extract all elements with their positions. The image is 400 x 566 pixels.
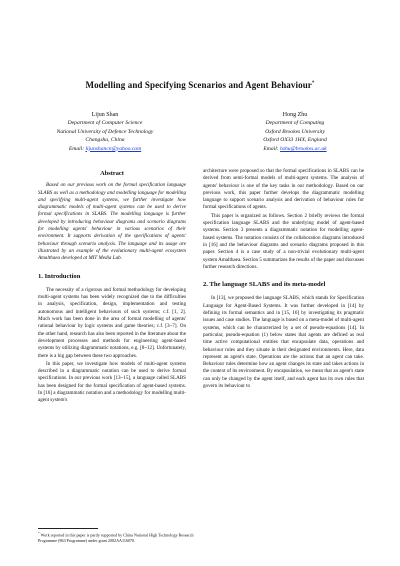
body-paragraph: The necessity of a rigorous and formal methodology for developing multi-agent systems has been widely recognized due to the difficulties in analysis, specification, design, implementation and testing autonomous and intelligent behaviours of such systems; c.f. [1, 2]. Much work has been done in the area of formal modelling of agents' rational behaviour by logic systems and game theories; c.f. [3~7]. On the other hand, research has also been reported in the literature about the development processes and methods for engineering agent-based systems by utilizing diagrammatic notations, e.g. [8~12]. Unfortunately, there is a big gap between these two approaches. xyxy=(38,286,186,359)
footnote xyxy=(38,531,208,543)
author-email-link[interactable]: lijunshancn@yahoo.com xyxy=(85,145,142,152)
email-label: Email: xyxy=(68,145,85,152)
author-city: Changsha, China xyxy=(85,137,125,144)
author-organization: Oxford Brookes University xyxy=(265,128,325,135)
footnote-text: Work reported in this paper is partly supported by China National High Technology Research Programme (863 Programme) under grant 2002AA116070. xyxy=(38,532,194,543)
email-label: Email: xyxy=(263,145,279,152)
author-block-2 xyxy=(210,111,380,153)
author-email-link[interactable]: hzhu@brookes.ac.uk xyxy=(280,145,327,152)
title-text: Modelling and Specifying Scenarios and Agent Behaviour xyxy=(85,80,312,90)
author-block-1 xyxy=(20,111,190,153)
author-email-line xyxy=(20,145,190,153)
author-department: Department of Computing xyxy=(265,120,325,127)
paper-title xyxy=(40,80,360,90)
body-paragraph: architecture were proposed so that the formal specifications in SLABS can be derived from semi-formal models of multi-agent systems. The analysis of agents' behaviour is one of the key tasks in our methodology. Based on our previous work, this paper further develops the diagrammatic modelling language to support scenario analysis and derivation of behaviour rules for formal specifications of agents. xyxy=(203,168,364,211)
body-paragraph: This paper is organized as follows. Section 2 briefly reviews the formal specification language SLABS and the underlying model of agent-based systems. Section 3 presents a diagrammatic notation for modelling agent-based systems. The notation consists of the collaboration diagrams introduced in [16] and the behaviour diagrams and scenario diagrams proposed in this paper. Section 4 is a case study of a non-trivial evolutionary multi-agent system Amalthaea. Section 5 summarizes the results of the paper and discusses further research directions. xyxy=(203,212,364,270)
section-heading-slabs: 2. The language SLABS and its meta-model xyxy=(203,281,326,289)
body-paragraph: In [13], we proposed the language SLABS, which stands for Specification Language for Agent-Based Systems. It was further developed in [14] by defining its formal semantics and in [15, 16] by investigating its pragmatic issues and case studies. The language is based on a meta-model of multi-agent systems, which can be characterized by a set of pseudo-equations [14]. In particular, pseudo-equation (1) below states that agents are defined as real time active computational entities that encapsulate data, operations and behaviour rules and they situate in their designated environments. Here, data represent an agent's state. Operations are the actions that an agent can take. Behaviour rules determine how an agent changes its state and takes actions in the context of its environment. By encapsulation, we mean that an agent's state can only be changed by the agent itself, and each agent has its own rules that govern its behaviour to xyxy=(203,295,364,390)
title-footnote-marker: * xyxy=(311,81,315,86)
author-email-line xyxy=(210,145,380,153)
author-name: Lijun Shan xyxy=(91,112,119,118)
section-heading-introduction: 1. Introduction xyxy=(38,272,81,280)
author-organization: National University of Defence Technology xyxy=(56,128,154,135)
left-column xyxy=(38,168,186,406)
body-paragraph: In this paper, we investigate how models of multi-agent systems described in a diagrammatic notation can be used to derive formal specifications. In our previous work [13~15], a language called SLABS has been designed for the formal specification of agent-based systems. In [16] a diagrammatic notation and a methodology for modelling multi-agent system's xyxy=(38,360,186,404)
author-department: Department of Computer Science xyxy=(67,120,143,127)
abstract-text: Based on our previous work on the formal specification language SLABS as well as a methodology and modelling language for modelling and specifying multi-agent systems, we further investigate how diagrammatic models of multi-agent systems can be used to derive formal specifications in SLABS. The modelling language is further developed by introducing behaviour diagrams and scenario diagrams for modelling agents' behaviour in various scenarios of their environment. It supports derivation of the specifications of agents' behaviour through scenario analysis. The language and its usage are illustrated by an example of the evolutionary multi-agent ecosystem Amalthaea developed at MIT Media Lab. xyxy=(38,182,186,262)
author-name: Hong Zhu xyxy=(282,112,308,118)
abstract-heading: Abstract xyxy=(100,170,124,177)
footnote-divider xyxy=(38,528,98,529)
footnote-marker: * xyxy=(38,531,40,535)
author-city: Oxford OX33 1HX, England xyxy=(263,137,327,144)
right-column xyxy=(203,168,364,391)
